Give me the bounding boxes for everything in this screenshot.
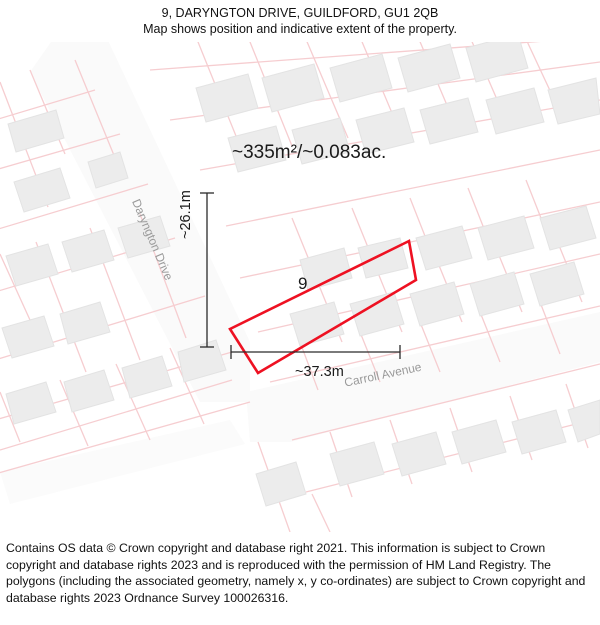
copyright-notice: Contains OS data © Crown copyright and database right 2021. This information is subject to Crown copyright and database rights 2023 and is reproduced with the permission of HM Land Registry. The polygons (including the associated geometry, namely x, y co-ordinates) are subject to Crown copyright and database rights 2023 Ordnance Survey 100026316. bbox=[6, 541, 586, 605]
area-label: ~335m²/~0.083ac. bbox=[232, 142, 387, 163]
map-canvas[interactable] bbox=[0, 42, 600, 532]
width-dimension-label: ~37.3m bbox=[295, 364, 344, 380]
street-label-carroll-avenue: Carroll Avenue bbox=[343, 359, 423, 390]
street-label-daryngton-drive: Daryngton Drive bbox=[129, 197, 176, 283]
map-header bbox=[0, 0, 600, 42]
height-dimension-label: ~26.1m bbox=[178, 190, 194, 239]
plot-number-label: 9 bbox=[298, 274, 308, 293]
page-subtitle: Map shows position and indicative extent of the property. bbox=[143, 22, 457, 36]
page-title: 9, DARYNGTON DRIVE, GUILDFORD, GU1 2QB bbox=[161, 6, 439, 20]
